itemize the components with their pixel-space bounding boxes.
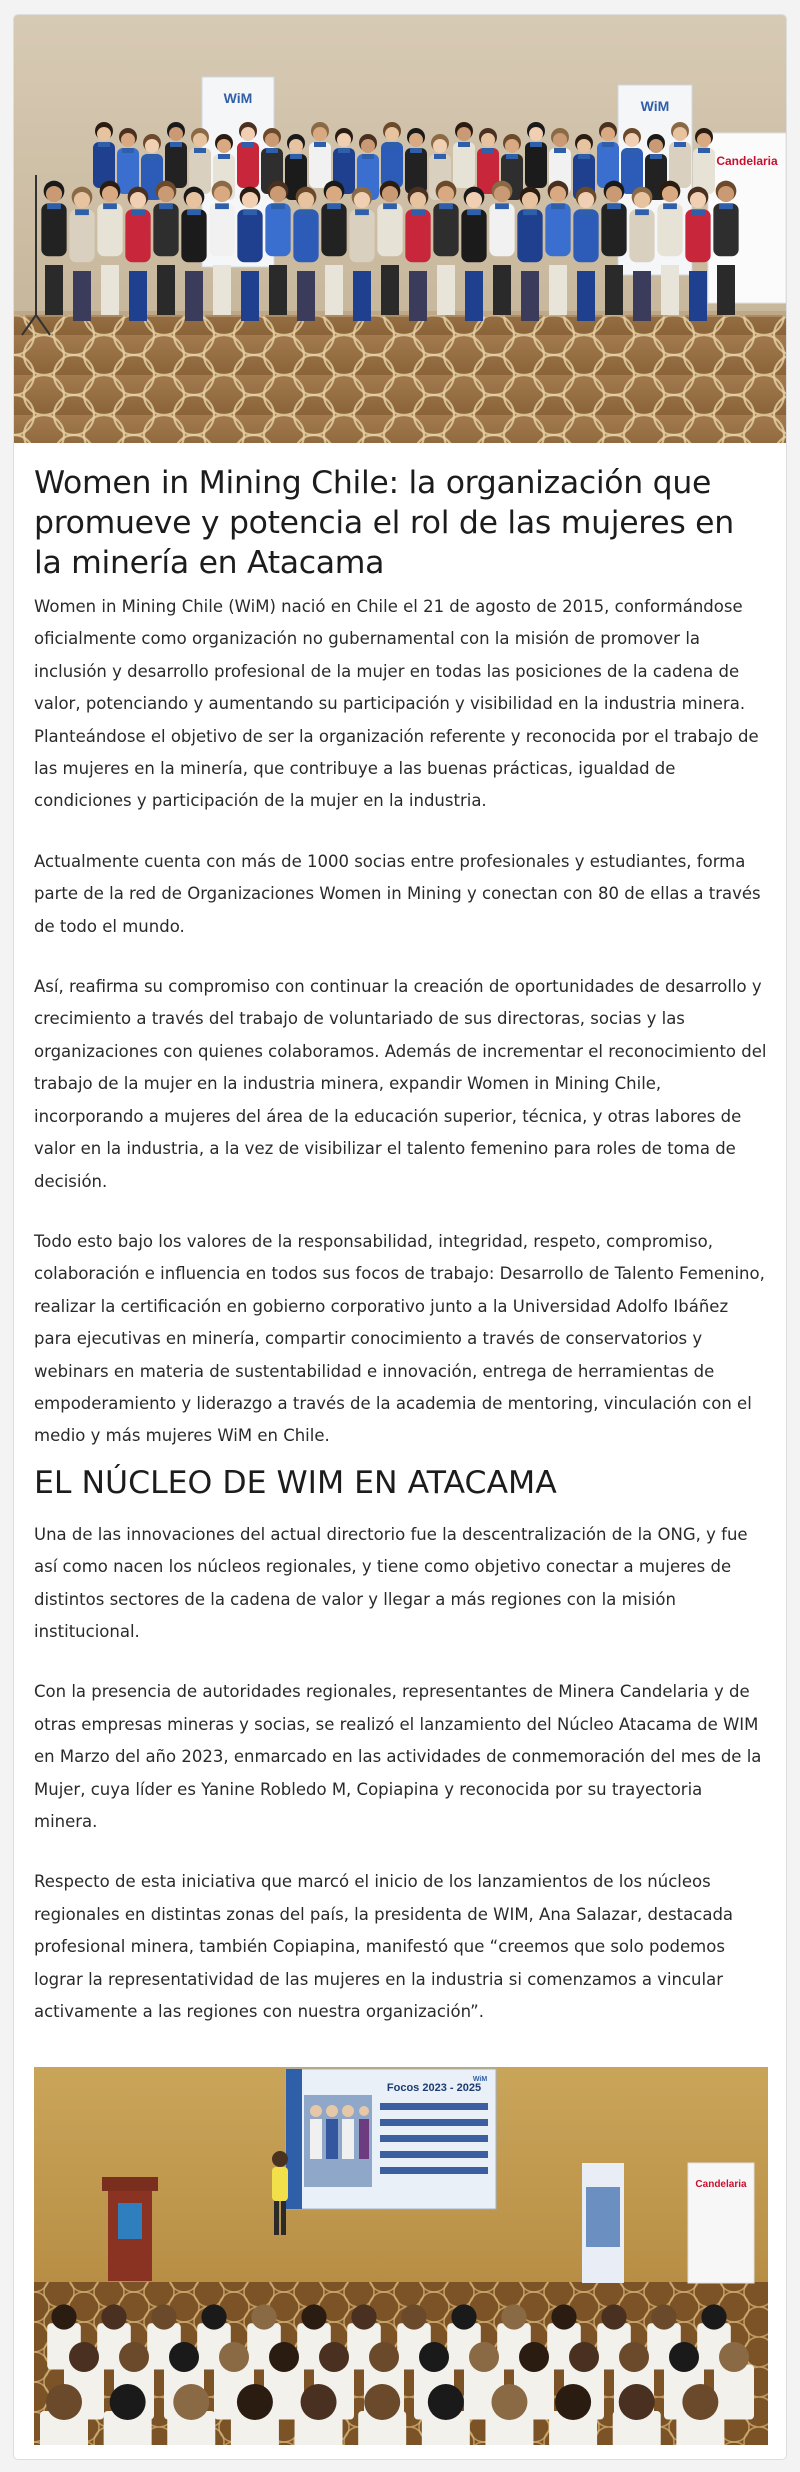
podium	[102, 2177, 158, 2281]
section-heading: EL NÚCLEO DE WIM EN ATACAMA	[34, 1464, 557, 1501]
paragraph: Actualmente cuenta con más de 1000 socias entre profesionales y estudiantes, forma parte de la red de Organizaciones Women in Mining y conectan con 80 de ellas a través de todo el mundo.	[34, 851, 761, 936]
svg-text:Focos 2023 - 2025: Focos 2023 - 2025	[386, 2082, 482, 2094]
paragraph: Todo esto bajo los valores de la responsabilidad, integridad, respeto, compromiso, colaboración e influencia en todos sus focos de trabajo: Desarrollo de Talento Femenino, realizar la certificación en gobierno corporativo junto a la Universidad Adolfo Ibáñez para ejecutivas en minería, compartir conocimiento a través de conservatorios y webinars en materia de sustentabilidad e innovación, entrega de herramientas de empoderamiento y liderazgo a través de la academia de mentoring, vinculación con el medio y más mujeres WiM en Chile.	[34, 1231, 765, 1446]
article-title: Women in Mining Chile: la organización que promueve y potencia el rol de las mujeres en la minería en Atacama	[34, 465, 734, 581]
candelaria-banner	[688, 2163, 754, 2283]
svg-text:WiM: WiM	[223, 90, 253, 106]
paragraph: Con la presencia de autoridades regionales, representantes de Minera Candelaria y de otras empresas mineras y socias, se realizó el lanzamiento del Núcleo Atacama de WIM en Marzo del año 2023, enmarcado en las actividades de conmemoración del mes de la Mujer, cuya líder es Yanine Robledo M, Copiapina y reconocida por su trayectoria minera.	[34, 1682, 762, 1831]
paragraph: Una de las innovaciones del actual directorio fue la descentralización de la ONG, y fue así como nacen los núcleos regionales, y tiene como objetivo conectar a mujeres de distintos sectores de la cadena de valor y llegar a más regiones con la misión institucional.	[34, 1524, 748, 1641]
presentation-photo-illustration	[34, 2067, 768, 2445]
hero-photo	[14, 15, 786, 443]
people-front-row	[41, 181, 738, 321]
article-body	[34, 463, 768, 2028]
svg-text:Candelaria: Candelaria	[716, 154, 778, 168]
paragraph: Women in Mining Chile (WiM) nació en Chile el 21 de agosto de 2015, conformándose oficialmente como organización no gubernamental con la misión de promover la inclusión y desarrollo profesional de la mujer en todas las posiciones de la cadena de valor, potenciando y aumentando su participación y visibilidad en la industria minera. Planteándose el objetivo de ser la organización referente y reconocida por el trabajo de las mujeres en la minería, que contribuye a las buenas prácticas, igualdad de condiciones y participación de la mujer en la industria.	[34, 597, 759, 811]
paragraph: Respecto de esta iniciativa que marcó el inicio de los lanzamientos de los núcleos regionales en distintas zonas del país, la presidenta de WIM, Ana Salazar, destacada profesional minera, también Copiapina, manifestó que “creemos que solo podemos lograr la representatividad de las mujeres en la industria si comenzamos a vincular activamente a las regiones con nuestra organización”.	[34, 1872, 734, 2022]
paragraph: Así, reafirma su compromiso con continuar la creación de oportunidades de desarrollo y crecimiento a través del trabajo de voluntariado de sus directoras, socias y las organizaciones con quienes colaboramos. Además de incrementar el reconocimiento del trabajo de la mujer en la industria minera, expandir Women in Mining Chile, incorporando a mujeres del área de la educación superior, técnica, y otras labores de valor en la industria, a la vez de visibilizar el talento femenino para roles de toma de decisión.	[34, 977, 767, 1191]
svg-text:WiM: WiM	[472, 2076, 488, 2083]
svg-text:WiM: WiM	[640, 98, 670, 114]
article-card	[13, 14, 787, 2460]
wim-banner	[582, 2163, 624, 2283]
projection-slide	[286, 2069, 496, 2209]
group-photo-illustration	[14, 15, 786, 443]
svg-text:Candelaria: Candelaria	[695, 2179, 747, 2190]
event-photo	[34, 2067, 768, 2445]
